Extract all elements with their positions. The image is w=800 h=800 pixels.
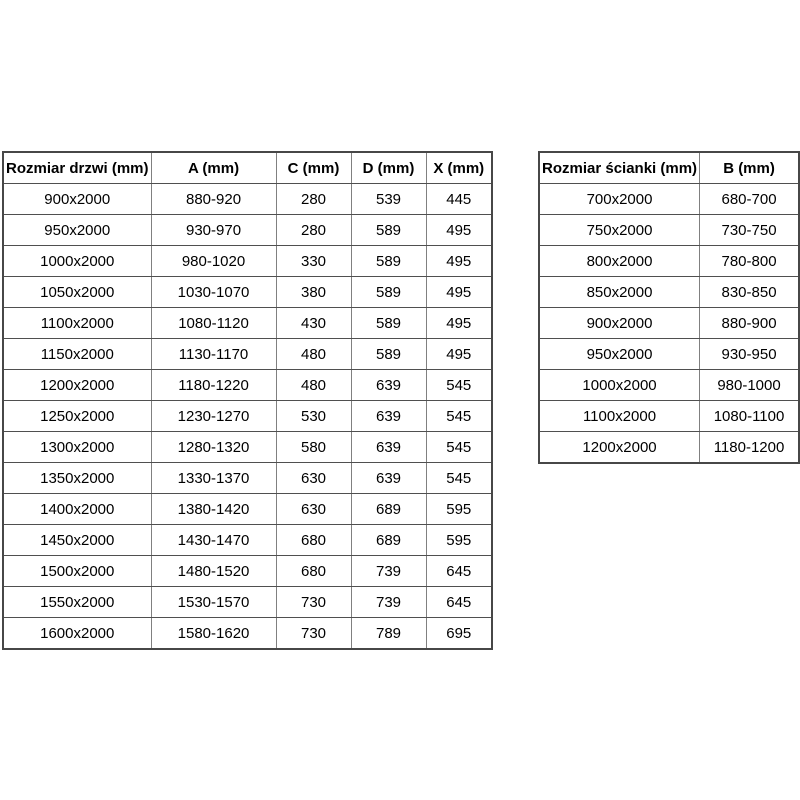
table-cell: 280 xyxy=(276,215,351,246)
table-row xyxy=(539,432,799,464)
table-row xyxy=(3,587,492,618)
table-cell: 1100x2000 xyxy=(539,401,700,432)
table-cell: 930-970 xyxy=(151,215,276,246)
table-cell: 739 xyxy=(351,587,426,618)
table-cell: 580 xyxy=(276,432,351,463)
column-header: C (mm) xyxy=(276,152,351,184)
table-cell: 539 xyxy=(351,184,426,215)
table-cell: 1480-1520 xyxy=(151,556,276,587)
table-cell: 545 xyxy=(426,463,492,494)
table-cell: 495 xyxy=(426,277,492,308)
table-cell: 1430-1470 xyxy=(151,525,276,556)
table-cell: 880-900 xyxy=(700,308,799,339)
table-cell: 1200x2000 xyxy=(539,432,700,464)
table-cell: 750x2000 xyxy=(539,215,700,246)
table-cell: 1350x2000 xyxy=(3,463,151,494)
table-row xyxy=(539,370,799,401)
table-cell: 950x2000 xyxy=(3,215,151,246)
column-header: D (mm) xyxy=(351,152,426,184)
wall-table-header xyxy=(539,152,799,184)
table-row xyxy=(3,277,492,308)
table-cell: 1150x2000 xyxy=(3,339,151,370)
wall-sizes-table xyxy=(538,151,800,464)
table-cell: 280 xyxy=(276,184,351,215)
table-cell: 680 xyxy=(276,556,351,587)
table-cell: 1100x2000 xyxy=(3,308,151,339)
column-header: X (mm) xyxy=(426,152,492,184)
column-header: Rozmiar drzwi (mm) xyxy=(3,152,151,184)
table-cell: 545 xyxy=(426,432,492,463)
table-row xyxy=(539,401,799,432)
table-cell: 789 xyxy=(351,618,426,650)
table-cell: 1300x2000 xyxy=(3,432,151,463)
table-row xyxy=(3,370,492,401)
table-cell: 645 xyxy=(426,556,492,587)
table-row xyxy=(3,525,492,556)
table-cell: 589 xyxy=(351,246,426,277)
table-cell: 1130-1170 xyxy=(151,339,276,370)
table-cell: 1180-1200 xyxy=(700,432,799,464)
table-cell: 639 xyxy=(351,401,426,432)
table-cell: 980-1020 xyxy=(151,246,276,277)
table-cell: 595 xyxy=(426,525,492,556)
header-row xyxy=(3,152,492,184)
table-cell: 545 xyxy=(426,401,492,432)
table-cell: 830-850 xyxy=(700,277,799,308)
table-cell: 1450x2000 xyxy=(3,525,151,556)
table-row xyxy=(539,339,799,370)
table-row xyxy=(3,339,492,370)
door-table-header xyxy=(3,152,492,184)
table-cell: 1200x2000 xyxy=(3,370,151,401)
table-cell: 680 xyxy=(276,525,351,556)
table-cell: 700x2000 xyxy=(539,184,700,215)
table-cell: 495 xyxy=(426,308,492,339)
table-cell: 900x2000 xyxy=(539,308,700,339)
table-cell: 1230-1270 xyxy=(151,401,276,432)
table-cell: 1280-1320 xyxy=(151,432,276,463)
table-cell: 630 xyxy=(276,494,351,525)
table-row xyxy=(3,556,492,587)
table-row xyxy=(3,184,492,215)
table-cell: 589 xyxy=(351,277,426,308)
table-cell: 495 xyxy=(426,339,492,370)
door-sizes-table xyxy=(2,151,493,650)
table-cell: 950x2000 xyxy=(539,339,700,370)
table-cell: 480 xyxy=(276,370,351,401)
column-header: A (mm) xyxy=(151,152,276,184)
table-cell: 430 xyxy=(276,308,351,339)
table-cell: 730 xyxy=(276,587,351,618)
table-cell: 1030-1070 xyxy=(151,277,276,308)
table-cell: 639 xyxy=(351,370,426,401)
table-cell: 595 xyxy=(426,494,492,525)
table-cell: 495 xyxy=(426,246,492,277)
table-row xyxy=(3,401,492,432)
table-cell: 1000x2000 xyxy=(3,246,151,277)
table-cell: 1550x2000 xyxy=(3,587,151,618)
table-cell: 1050x2000 xyxy=(3,277,151,308)
table-cell: 900x2000 xyxy=(3,184,151,215)
table-cell: 380 xyxy=(276,277,351,308)
table-row xyxy=(539,277,799,308)
table-row xyxy=(539,308,799,339)
table-cell: 445 xyxy=(426,184,492,215)
table-row xyxy=(539,184,799,215)
table-row xyxy=(3,618,492,650)
table-cell: 680-700 xyxy=(700,184,799,215)
table-row xyxy=(3,494,492,525)
table-cell: 1500x2000 xyxy=(3,556,151,587)
table-cell: 1530-1570 xyxy=(151,587,276,618)
table-cell: 1180-1220 xyxy=(151,370,276,401)
table-cell: 495 xyxy=(426,215,492,246)
table-cell: 645 xyxy=(426,587,492,618)
table-cell: 780-800 xyxy=(700,246,799,277)
table-cell: 689 xyxy=(351,525,426,556)
table-cell: 800x2000 xyxy=(539,246,700,277)
table-cell: 639 xyxy=(351,432,426,463)
table-cell: 639 xyxy=(351,463,426,494)
table-cell: 1330-1370 xyxy=(151,463,276,494)
table-cell: 980-1000 xyxy=(700,370,799,401)
table-cell: 1080-1120 xyxy=(151,308,276,339)
table-cell: 850x2000 xyxy=(539,277,700,308)
table-cell: 545 xyxy=(426,370,492,401)
table-row xyxy=(3,308,492,339)
table-cell: 1080-1100 xyxy=(700,401,799,432)
column-header: B (mm) xyxy=(700,152,799,184)
table-cell: 695 xyxy=(426,618,492,650)
table-cell: 880-920 xyxy=(151,184,276,215)
door-table-body xyxy=(3,184,492,650)
table-cell: 1400x2000 xyxy=(3,494,151,525)
table-cell: 1250x2000 xyxy=(3,401,151,432)
table-cell: 1580-1620 xyxy=(151,618,276,650)
table-cell: 730 xyxy=(276,618,351,650)
table-cell: 1380-1420 xyxy=(151,494,276,525)
table-cell: 589 xyxy=(351,215,426,246)
column-header: Rozmiar ścianki (mm) xyxy=(539,152,700,184)
table-row xyxy=(3,215,492,246)
table-row xyxy=(539,215,799,246)
table-cell: 589 xyxy=(351,308,426,339)
table-cell: 689 xyxy=(351,494,426,525)
table-cell: 1000x2000 xyxy=(539,370,700,401)
table-row xyxy=(539,246,799,277)
table-cell: 930-950 xyxy=(700,339,799,370)
table-cell: 730-750 xyxy=(700,215,799,246)
table-row xyxy=(3,463,492,494)
header-row xyxy=(539,152,799,184)
table-cell: 630 xyxy=(276,463,351,494)
table-cell: 739 xyxy=(351,556,426,587)
table-cell: 589 xyxy=(351,339,426,370)
table-row xyxy=(3,432,492,463)
wall-table-body xyxy=(539,184,799,464)
table-cell: 1600x2000 xyxy=(3,618,151,650)
table-cell: 480 xyxy=(276,339,351,370)
table-cell: 530 xyxy=(276,401,351,432)
table-cell: 330 xyxy=(276,246,351,277)
table-row xyxy=(3,246,492,277)
